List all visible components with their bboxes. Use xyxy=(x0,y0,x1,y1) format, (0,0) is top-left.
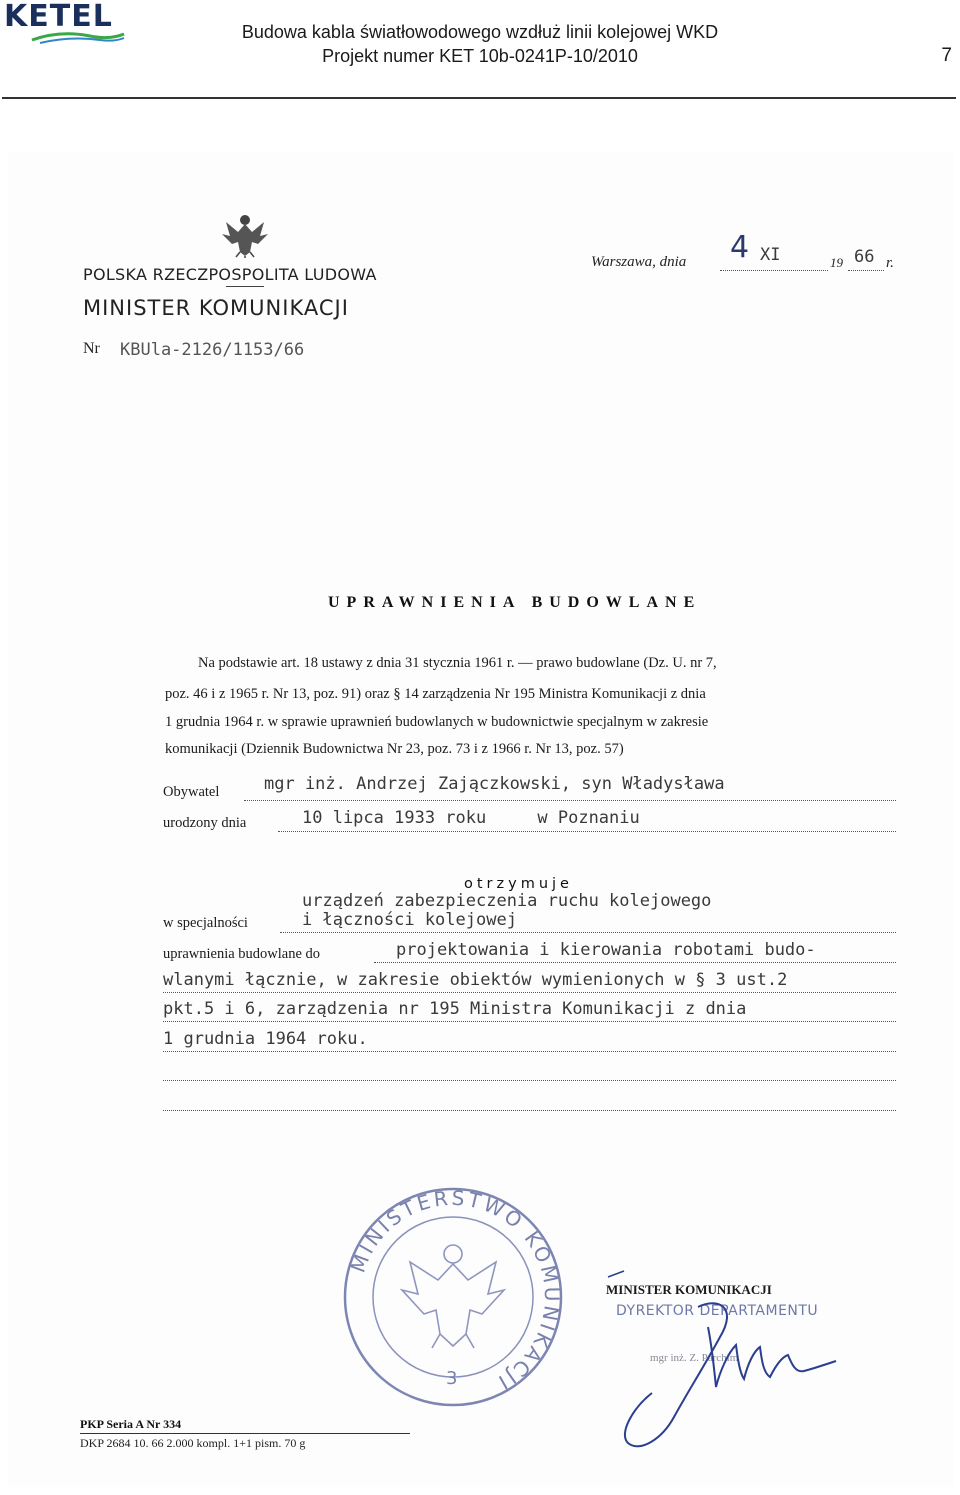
ministry-line: MINISTER KOMUNIKACJI xyxy=(83,296,349,320)
citizen-label: Obywatel xyxy=(163,784,220,800)
born-dotline xyxy=(278,831,896,832)
permission-dotline xyxy=(163,1021,896,1022)
logo-text: KETEL xyxy=(4,0,113,34)
signatory-title: MINISTER KOMUNIKACJI xyxy=(606,1282,772,1297)
blank-dotline xyxy=(163,1110,896,1111)
permission-label: uprawnienia budowlane do xyxy=(163,946,321,962)
date-year: 66 xyxy=(854,247,875,267)
ministry-stamp xyxy=(340,1184,566,1410)
nr-label: Nr xyxy=(83,340,100,357)
scanned-document xyxy=(8,152,954,1487)
page-number: 7 xyxy=(941,45,952,66)
form-id: PKP Seria A Nr 334 xyxy=(80,1417,182,1431)
date-suffix: r. xyxy=(886,255,894,271)
specialty-label: w specjalności xyxy=(163,915,248,931)
place-date-label: Warszawa, dnia xyxy=(591,254,687,270)
header-divider xyxy=(2,97,956,99)
body-line: Na podstawie art. 18 ustawy z dnia 31 stycznia 1961 r. — prawo budowlane (Dz. U. nr 7, xyxy=(198,655,717,671)
permission-line2: wlanymi łącznie, w zakresie obiektów wymienionych w § 3 ust.2 xyxy=(163,970,788,990)
document-title: UPRAWNIENIA BUDOWLANE xyxy=(328,594,702,611)
header-title-line2: Projekt numer KET 10b-0241P-10/2010 xyxy=(322,46,638,66)
receives-label: otrzymuje xyxy=(464,876,573,892)
stamp-text: MINISTERSTWO KOMUNIKACJI xyxy=(345,1185,565,1396)
permission-line4: 1 grudnia 1964 roku. xyxy=(163,1029,368,1049)
stamp-number: 3 xyxy=(446,1368,458,1389)
date-month: XI xyxy=(760,245,781,265)
header-title-line1: Budowa kabla światłowodowego wzdłuż linii kolejowej WKD xyxy=(241,22,719,42)
specialty-dotline xyxy=(280,932,896,933)
permission-dotline xyxy=(163,992,896,993)
handwritten-signature xyxy=(588,1267,848,1457)
date-day: 4 xyxy=(730,230,750,265)
body-line: poz. 46 i z 1965 r. Nr 13, poz. 91) oraz § 14 zarządzenia Nr 195 Ministra Komunikacji z dnia xyxy=(165,686,706,702)
permission-dotline xyxy=(163,1051,896,1052)
stamp-eagle-icon xyxy=(402,1245,504,1348)
permission-line1: projektowania i kierowania robotami budo- xyxy=(396,940,816,960)
permission-line3: pkt.5 i 6, zarządzenia nr 195 Ministra Komunikacji z dnia xyxy=(163,999,747,1019)
body-line: 1 grudnia 1964 r. w sprawie uprawnień budowlanych w budownictwie specjalnym w zakresie xyxy=(165,714,709,730)
signatory-name: mgr inż. Z. Parchim xyxy=(650,1352,739,1364)
specialty-line1: urządzeń zabezpieczenia ruchu kolejowego xyxy=(302,891,712,911)
eagle-emblem-icon xyxy=(220,212,270,258)
nr-value: KBUla-2126/1153/66 xyxy=(120,340,305,360)
born-value: 10 lipca 1933 roku w Poznaniu xyxy=(302,808,640,828)
specialty-line2: i łączności kolejowej xyxy=(302,910,517,930)
org-underline xyxy=(226,286,264,287)
date-century: 19 xyxy=(830,255,843,270)
form-id-rule xyxy=(80,1433,410,1434)
signatory-position: DYREKTOR DEPARTAMENTU xyxy=(616,1303,819,1319)
org-line: POLSKA RZECZPOSPOLITA LUDOWA xyxy=(83,265,377,284)
print-info: DKP 2684 10. 66 2.000 kompl. 1+1 pism. 70 g xyxy=(80,1436,306,1450)
body-line: komunikacji (Dziennik Budownictwa Nr 23, poz. 73 i z 1966 r. Nr 13, poz. 57) xyxy=(165,741,624,757)
permission-dotline xyxy=(374,962,896,963)
citizen-dotline xyxy=(244,800,896,801)
date-dotline xyxy=(720,270,828,271)
blank-dotline xyxy=(163,1080,896,1081)
year-dotline xyxy=(848,270,884,271)
citizen-value: mgr inż. Andrzej Zajączkowski, syn Władysława xyxy=(264,774,725,794)
born-label: urodzony dnia xyxy=(163,815,247,831)
